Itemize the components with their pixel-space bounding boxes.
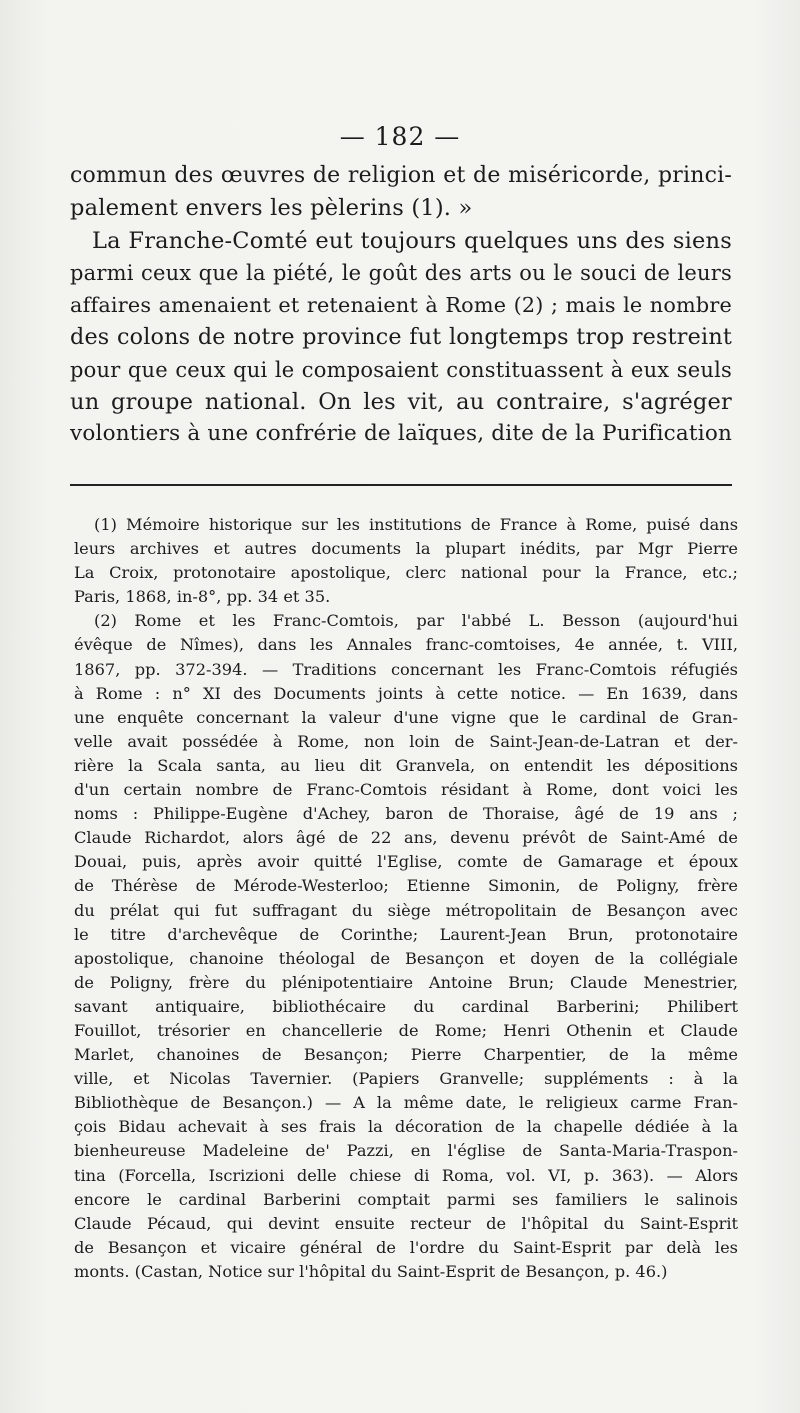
footnote-line: de Poligny, frère du plénipotentiaire Antoine Brun; Claude Menestrier, (74, 972, 738, 992)
footnote-line: Fouillot, trésorier en chancellerie de Rome; Henri Othenin et Claude (74, 1020, 738, 1040)
main-line: La Franche-Comté eut toujours quelques uns des siens (92, 227, 732, 254)
footnote-line: de Besançon et vicaire général de l'ordre du Saint-Esprit par delà les (74, 1237, 738, 1257)
footnote-line: noms : Philippe-Eugène d'Achey, baron de Thoraise, âgé de 19 ans ; (74, 804, 738, 824)
footnotes (74, 513, 738, 1284)
footnote-line: Claude Richardot, alors âgé de 22 ans, devenu prévôt de Saint-Amé de (74, 828, 738, 848)
footnote-line: leurs archives et autres documents la plupart inédits, par Mgr Pierre (74, 539, 738, 559)
footnote-line: Paris, 1868, in-8°, pp. 34 et 35. (74, 587, 331, 607)
footnote-line: velle avait possédée à Rome, non loin de Saint-Jean-de-Latran et der- (74, 731, 738, 751)
footnote-line: (1) Mémoire historique sur les institutions de France à Rome, puisé dans (94, 515, 738, 534)
footnote-line: apostolique, chanoine théologal de Besançon et doyen de la collégiale (74, 948, 738, 968)
main-line: parmi ceux que la piété, le goût des arts ou le souci de leurs (70, 260, 732, 285)
main-text (70, 160, 732, 451)
footnote-line: tina (Forcella, Iscrizioni delle chiese di Roma, vol. VI, p. 363). — Alors (74, 1165, 738, 1185)
footnote-line: du prélat qui fut suffragant du siège métropolitain de Besançon avec (74, 900, 738, 920)
footnote-line: Marlet, chanoines de Besançon; Pierre Charpentier, de la même (74, 1045, 738, 1065)
main-line: des colons de notre province fut longtemps trop restreint (70, 324, 732, 351)
page-number: — 182 — (339, 122, 461, 151)
footnote-line: évêque de Nîmes), dans les Annales franc-comtoises, 4e année, t. VIII, (74, 635, 738, 655)
main-line: volontiers à une confrérie de laïques, dite de la Purification (70, 421, 733, 447)
footnote-line: savant antiquaire, bibliothécaire du cardinal Barberini; Philibert (74, 996, 738, 1016)
footnote-line: le titre d'archevêque de Corinthe; Laurent-Jean Brun, protonotaire (74, 924, 738, 944)
footnote-line: bienheureuse Madeleine de' Pazzi, en l'église de Santa-Maria-Traspon- (74, 1141, 738, 1161)
footnote-line: rière la Scala santa, au lieu dit Granvela, on entendit les dépositions (74, 755, 738, 775)
main-line: pour que ceux qui le composaient constituassent à eux seuls (70, 357, 732, 382)
footnote-line: une enquête concernant la valeur d'une vigne que le cardinal de Gran- (74, 707, 738, 727)
footnote-line: Bibliothèque de Besançon.) — A la même date, le religieux carme Fran- (74, 1093, 738, 1113)
footnote-line: (2) Rome et les Franc-Comtois, par l'abbé L. Besson (aujourd'hui (94, 611, 738, 631)
footnote-line: 1867, pp. 372-394. — Traditions concernant les Franc-Comtois réfugiés (74, 659, 738, 679)
main-line: un groupe national. On les vit, au contraire, s'agréger (70, 389, 732, 416)
footnote-separator-rule (70, 484, 732, 486)
footnote-line: de Thérèse de Mérode-Westerloo; Etienne Simonin, de Poligny, frère (74, 876, 738, 896)
main-line: palement envers les pèlerins (1). » (70, 195, 473, 222)
footnote-line: ville, et Nicolas Tavernier. (Papiers Granvelle; suppléments : à la (74, 1069, 738, 1089)
footnote-line: d'un certain nombre de Franc-Comtois résidant à Rome, dont voici les (74, 780, 738, 800)
footnote-line: Douai, puis, après avoir quitté l'Eglise, comte de Gamarage et époux (74, 852, 738, 872)
footnote-line: encore le cardinal Barberini comptait parmi ses familiers le salinois (74, 1189, 738, 1209)
main-line: commun des œuvres de religion et de miséricorde, princi- (70, 163, 732, 188)
footnote-line: La Croix, protonotaire apostolique, clerc national pour la France, etc.; (74, 563, 738, 583)
main-line: affaires amenaient et retenaient à Rome (2) ; mais le nombre (70, 293, 732, 318)
footnote-line: monts. (Castan, Notice sur l'hôpital du Saint-Esprit de Besançon, p. 46.) (74, 1261, 668, 1281)
footnote-line: çois Bidau achevait à ses frais la décoration de la chapelle dédiée à la (74, 1117, 738, 1137)
footnote-line: à Rome : n° XI des Documents joints à cette notice. — En 1639, dans (74, 683, 738, 703)
footnote-line: Claude Pécaud, qui devint ensuite recteur de l'hôpital du Saint-Esprit (74, 1213, 738, 1233)
